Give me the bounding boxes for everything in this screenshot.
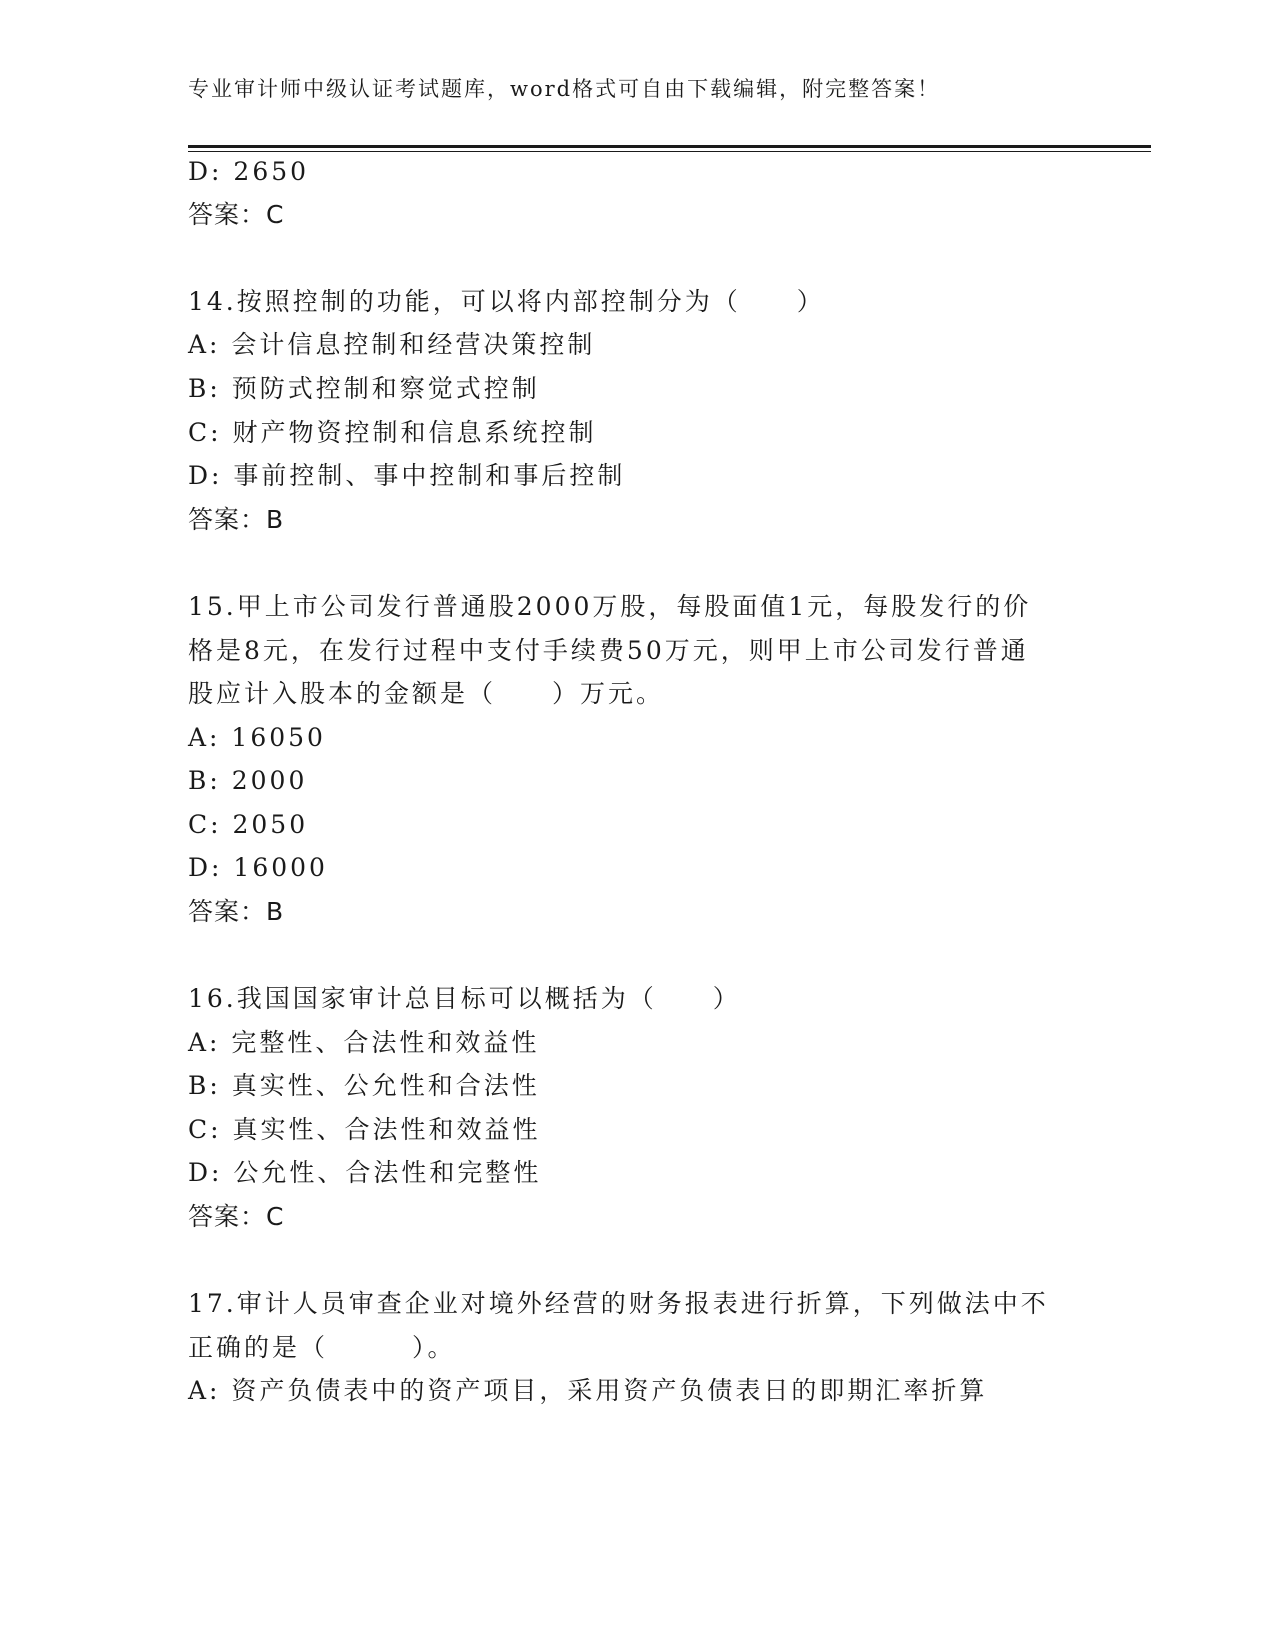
q16-answer: 答案：C: [188, 1202, 285, 1231]
q17-stem-line-2: 正确的是（ ）。: [188, 1333, 456, 1362]
q16-stem: 16.我国国家审计总目标可以概括为（ ）: [188, 984, 741, 1013]
q15-stem-line-1: 15.甲上市公司发行普通股2000万股，每股面值1元，每股发行的价: [188, 592, 1032, 621]
q14-option-b: B: 预防式控制和察觉式控制: [188, 374, 540, 403]
q15-stem-line-3: 股应计入股本的金额是（ ）万元。: [188, 679, 665, 708]
q17-stem-line-1: 17.审计人员审查企业对境外经营的财务报表进行折算，下列做法中不: [188, 1289, 1049, 1318]
q14-stem: 14.按照控制的功能，可以将内部控制分为（ ）: [188, 287, 825, 316]
q16-option-d: D: 公允性、合法性和完整性: [188, 1158, 542, 1187]
q17-option-a: A: 资产负债表中的资产项目，采用资产负债表日的即期汇率折算: [188, 1376, 988, 1405]
q15-answer: 答案：B: [188, 897, 285, 926]
q15-option-d: D: 16000: [188, 853, 328, 882]
prev-answer: 答案：C: [188, 200, 285, 229]
q15-option-b: B: 2000: [188, 766, 308, 795]
prev-option-d: D: 2650: [188, 157, 310, 186]
q14-option-c: C: 财产物资控制和信息系统控制: [188, 418, 597, 447]
q16-option-a: A: 完整性、合法性和效益性: [188, 1028, 540, 1057]
q15-stem-line-2: 格是8元，在发行过程中支付手续费50万元，则甲上市公司发行普通: [188, 636, 1029, 665]
q15-option-c: C: 2050: [188, 810, 309, 839]
q15-option-a: A: 16050: [188, 723, 326, 752]
header-divider-thin: [188, 151, 1151, 152]
page-header: 专业审计师中级认证考试题库，word格式可自由下载编辑，附完整答案！: [188, 77, 941, 101]
q14-option-a: A: 会计信息控制和经营决策控制: [188, 330, 596, 359]
q14-option-d: D: 事前控制、事中控制和事后控制: [188, 461, 626, 490]
q14-answer: 答案：B: [188, 505, 285, 534]
q16-option-c: C: 真实性、合法性和效益性: [188, 1115, 541, 1144]
header-divider-thick: [188, 145, 1151, 148]
q16-option-b: B: 真实性、公允性和合法性: [188, 1071, 540, 1100]
